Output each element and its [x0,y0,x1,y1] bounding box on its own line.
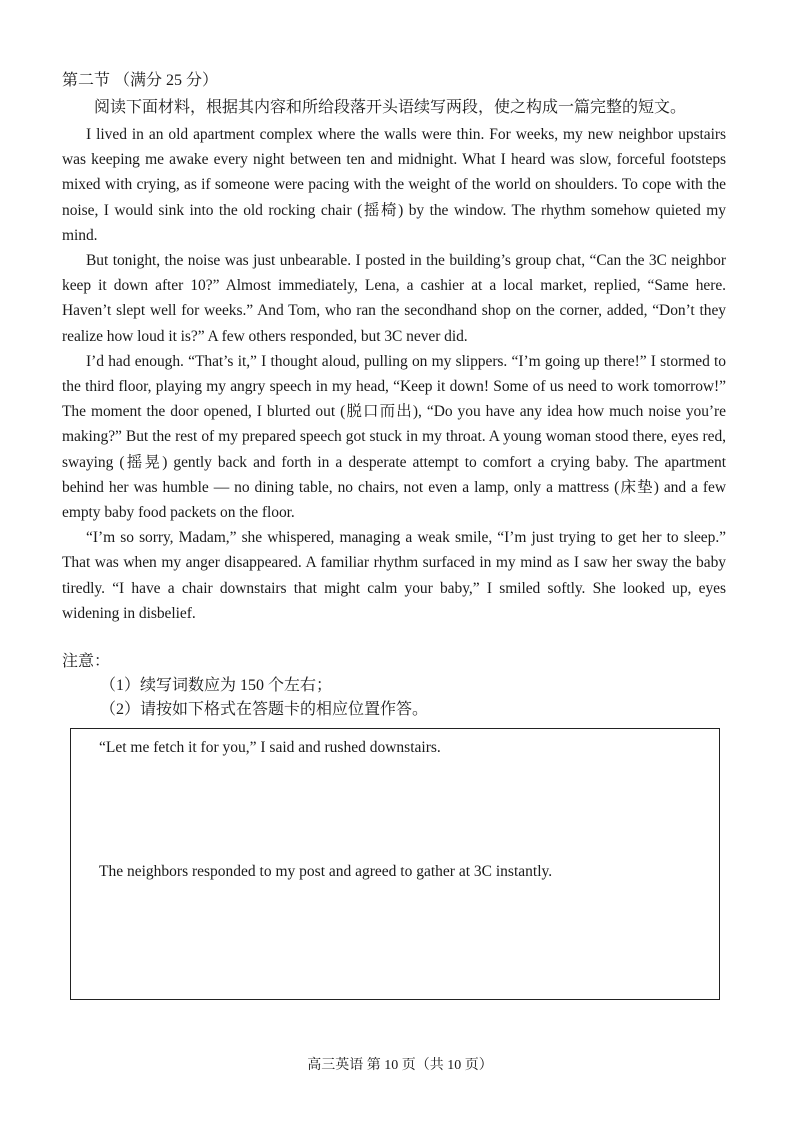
story-paragraph-2: But tonight, the noise was just unbearable. I posted in the building’s group chat, “Can the 3C neighbor keep it down after 10?” Almost immediately, Lena, a cashier at a local market, replied, “Same here. Haven’t slept well for weeks.” And Tom, who ran the secondhand shop on the corner, added, “Don’t they realize how loud it is?” A few others responded, but 3C never did. [62,252,726,345]
notes-title: 注意： [62,653,111,671]
page-footer: 高三英语 第 10 页（共 10 页） [307,1058,493,1073]
answer-box [70,728,720,1000]
note-item-2: （2）请按如下格式在答题卡的相应位置作答。 [100,701,429,719]
section-title: 第二节 （满分 25 分） [62,72,219,89]
paragraph-starter-2: The neighbors responded to my post and agreed to gather at 3C instantly. [99,863,553,880]
story-paragraph-3: I’d had enough. “That’s it,” I thought aloud, pulling on my slippers. “I’m going up there!” I stormed to the third floor, playing my angry speech in my head, “Keep it down! Some of us need to work tomorrow!” The moment the door opened, I blurted out (脱口而出), “Do you have any idea how much noise you’re making?” But the rest of my prepared speech got stuck in my throat. A young woman stood there, eyes red, swaying (摇晃) gently back and forth in a desperate attempt to comfort a crying baby. The apartment behind her was humble — no dining table, no chairs, not even a lamp, only a mattress (床垫) and a few empty baby food packets on the floor. [62,352,726,522]
story-paragraph-1: I lived in an old apartment complex where the walls were thin. For weeks, my new neighbor upstairs was keeping me awake every night between ten and midnight. What I heard was slow, forceful footsteps mixed with crying, as if someone were pacing with the weight of the world on shoulders. To cope with the noise, I would sink into the old rocking chair (摇椅) by the window. The rhythm somehow quieted my mind. [62,126,726,244]
paragraph-starter-1: “Let me fetch it for you,” I said and rushed downstairs. [99,739,441,756]
instruction-text: 阅读下面材料，根据其内容和所给段落开头语续写两段，使之构成一篇完整的短文。 [94,99,687,116]
story-paragraph-4: “I’m so sorry, Madam,” she whispered, managing a weak smile, “I’m just trying to get her to sleep.” That was when my anger disappeared. A familiar rhythm surfaced in my mind as I saw her sway the baby tiredly. “I have a chair downstairs that might calm your baby,” I smiled softly. She looked up, eyes widening in disbelief. [62,529,726,622]
notes-section [62,650,726,722]
note-item-1: （1）续写词数应为 150 个左右； [100,677,333,695]
exam-content [62,70,726,722]
